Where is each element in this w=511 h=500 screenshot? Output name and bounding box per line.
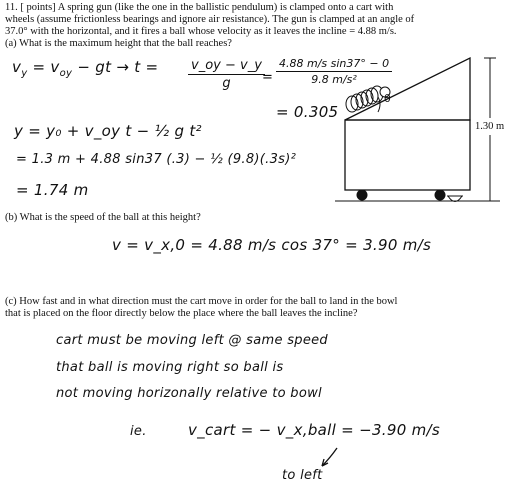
part-a-eq1-left: $v_y = v_{oy}$ − gt → t = <box>12 58 159 79</box>
cart-wheel-left <box>357 190 368 201</box>
part-c-direction-note: to left <box>282 468 323 483</box>
worksheet-page: 11. [ points] A spring gun (like the one in the ballistic pendulum) is clamped onto a cart with wheels (assume frictionless bearings and ignore air resistance). The gun is clamped at an angle of 37.0° with the horizontal, and it fires a ball whose velocity as it leaves the incline = 4.88 m/s. (a) What is the maximum height that the ball reaches? θ 1.30 m $v_y = v_{oy}$ − gt → t = $\frac{v\_oy - v\_y}{g}$ = $\frac{\text{4.88 m/s sin37° − 0}}{\text{9.8 m/s²}}$ = 0.305 y = y₀ + v_oy t − ½ g t² = 1.3 m + 4.88 sin37 (.3) − ½ (9.8)(.3s)² = 1.74 m (b) What is the speed of the ball at this height? v = v_x,0 = 4.88 m/s cos 37° = 3.90 m/s (c) How fast and in what direction must the cart move in order for the ball to land in the bowl that is placed on the floor directly below the place where the ball leaves the incline? cart must be moving left @ same speed that ball is moving right so ball is not moving horizonally relative to bowl ie. v_cart = − v_x,ball = −3.90 m/s to left <box>0 0 511 500</box>
part-c-line-2: that ball is moving right so ball is <box>56 360 284 375</box>
part-a-fraction-2: $\frac{\text{4.88 m/s sin37° − 0}}{\text{9.8 m/s²}}$ <box>276 57 392 86</box>
part-b-answer: v = v_x,0 = 4.88 m/s cos 37° = 3.90 m/s <box>112 236 432 254</box>
part-c-question-line-1: (c) How fast and in what direction must the cart move in order for the ball to land in the bowl <box>5 296 398 307</box>
cart-wheel-right <box>435 190 446 201</box>
part-a-eq3: = 1.3 m + 4.88 sin37 (.3) − ½ (9.8)(.3s)² <box>16 152 297 167</box>
part-b-question: (b) What is the speed of the ball at this height? <box>5 212 201 223</box>
part-c-answer: v_cart = − v_x,ball = −3.90 m/s <box>188 421 440 439</box>
part-a-fraction-1: $\frac{v\_oy - v\_y}{g}$ <box>188 58 265 91</box>
height-label: 1.30 m <box>475 121 505 132</box>
part-c-question-line-2: that is placed on the floor directly below the place where the ball leaves the incline? <box>5 308 358 319</box>
angle-label: θ <box>384 92 392 105</box>
cart-body <box>345 120 470 190</box>
part-c-ie: ie. <box>130 424 147 439</box>
part-a-question: (a) What is the maximum height that the ball reaches? <box>5 38 232 49</box>
part-c-line-1: cart must be moving left @ same speed <box>56 333 328 348</box>
angle-arc <box>378 97 380 112</box>
problem-header-line-3: 37.0° with the horizontal, and it fires a ball whose velocity as it leaves the incline = 4.88 m/s. <box>5 26 397 37</box>
problem-header-line-2: wheels (assume frictionless bearings and ignore air resistance). The gun is clamped at an angle of <box>5 14 415 25</box>
part-a-answer: = 1.74 m <box>16 181 89 199</box>
problem-header-line-1: 11. [ points] A spring gun (like the one in the ballistic pendulum) is clamped onto a cart with <box>5 2 394 13</box>
part-a-eq2: y = y₀ + v_oy t − ½ g t² <box>14 122 202 140</box>
part-c-line-3: not moving horizonally relative to bowl <box>56 386 322 401</box>
part-a-time-result: = 0.305 <box>276 103 339 121</box>
